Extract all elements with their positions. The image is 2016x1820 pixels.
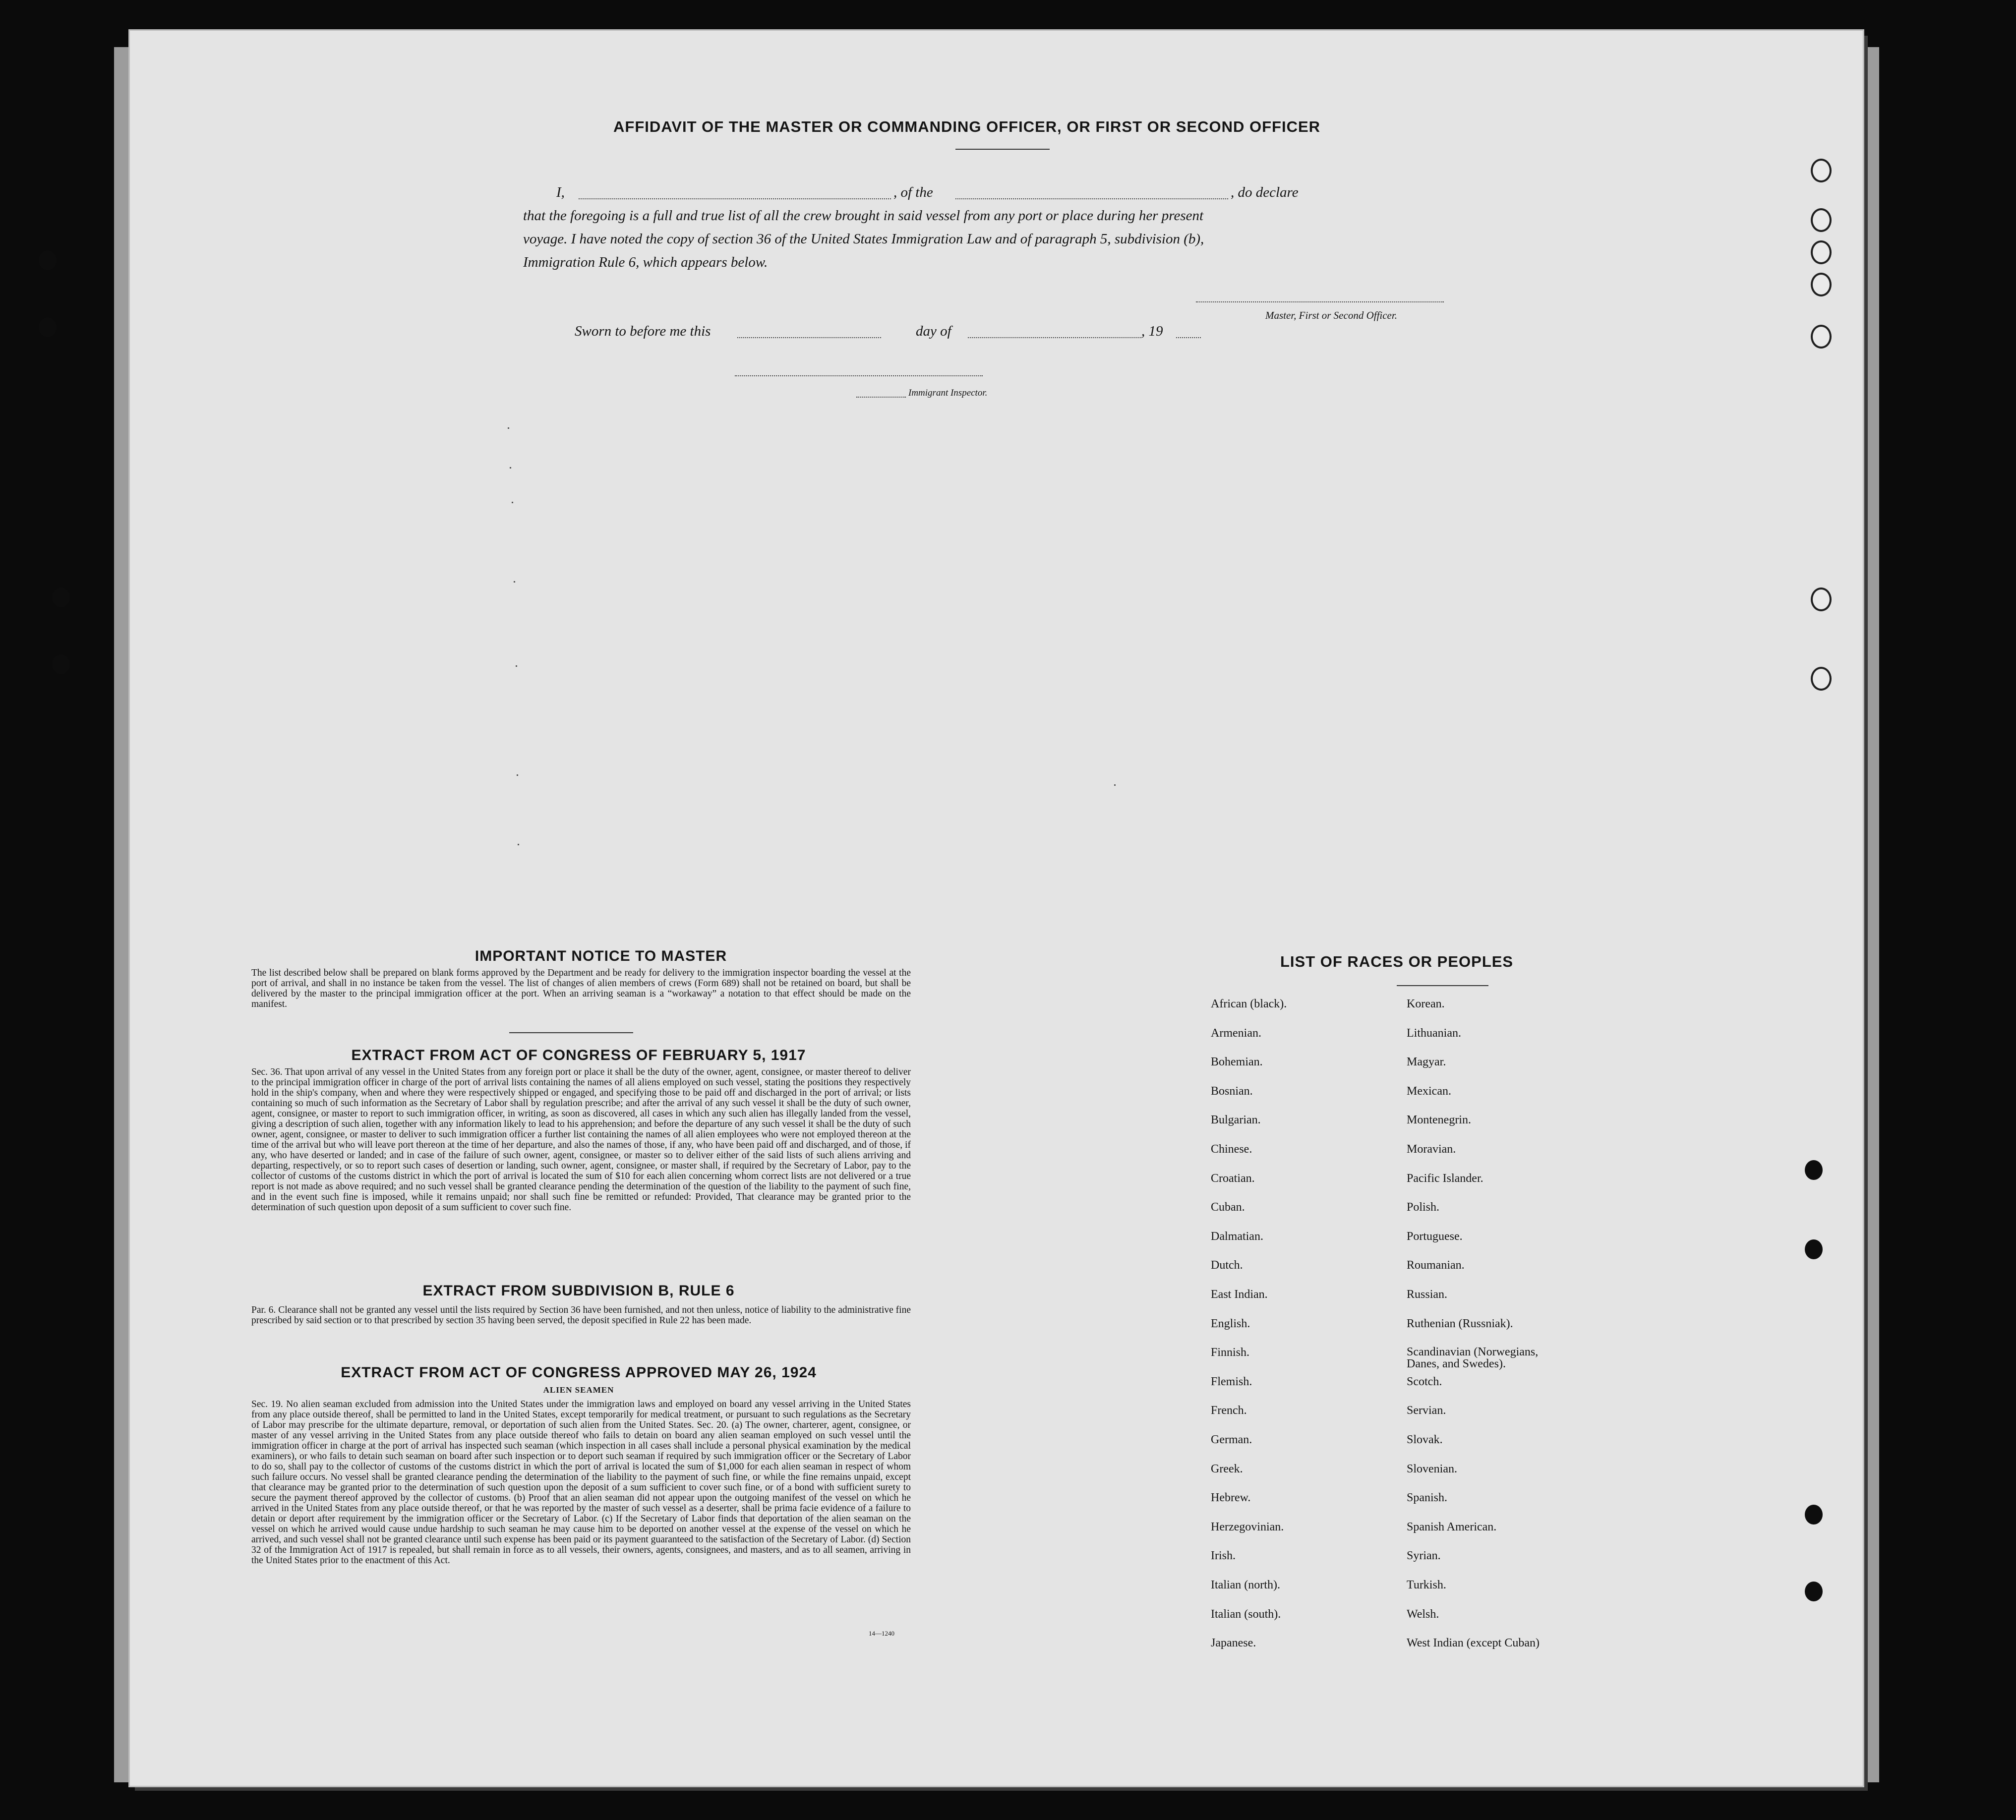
- race-item: Pacific Islander.: [1407, 1172, 1483, 1185]
- title-rule: [955, 149, 1050, 150]
- vessel-blank[interactable]: [955, 198, 1228, 199]
- binder-ring: [1811, 240, 1832, 264]
- inspector-label: Immigrant Inspector.: [908, 388, 988, 398]
- race-item: Russian.: [1407, 1288, 1448, 1301]
- form-number: 14—1240: [869, 1630, 894, 1637]
- binder-hole: [39, 250, 57, 270]
- race-item: East Indian.: [1211, 1288, 1268, 1301]
- race-item: Greek.: [1211, 1462, 1243, 1475]
- binder-ring: [1811, 159, 1832, 182]
- margin-dot: [508, 427, 509, 429]
- form-page: [130, 31, 1863, 1786]
- race-item: English.: [1211, 1317, 1250, 1330]
- race-item: Korean.: [1407, 998, 1445, 1010]
- race-item: Hebrew.: [1211, 1491, 1251, 1505]
- binder-hole: [1805, 1239, 1823, 1259]
- race-item: Servian.: [1407, 1404, 1446, 1417]
- race-item: Syrian.: [1407, 1549, 1441, 1563]
- margin-dot: [512, 502, 513, 503]
- race-item: Scotch.: [1407, 1375, 1442, 1388]
- race-item: Irish.: [1211, 1549, 1236, 1563]
- race-item: Spanish American.: [1407, 1520, 1497, 1533]
- race-item: Polish.: [1407, 1201, 1440, 1214]
- race-item: Montenegrin.: [1407, 1114, 1471, 1127]
- extract-rule6-text: Par. 6. Clearance shall not be granted any vessel until the lists required by Section 36 have been furnished, and not then unless, notice of liability to the administrative fine prescribed by said section or to that prescribed by section 35 having been served, the deposit specified in Rule 22 has been made.: [251, 1305, 911, 1326]
- race-item: Croatian.: [1211, 1172, 1255, 1185]
- race-item: Magyar.: [1407, 1056, 1446, 1069]
- race-item: Dalmatian.: [1211, 1230, 1263, 1243]
- race-item: Bulgarian.: [1211, 1114, 1261, 1127]
- binder-ring: [1811, 208, 1832, 232]
- race-item: Welsh.: [1407, 1607, 1439, 1621]
- races-rule: [1397, 985, 1488, 986]
- race-item: Bosnian.: [1211, 1084, 1253, 1098]
- inspector-signature-blank-2[interactable]: [856, 397, 906, 398]
- binder-hole: [1805, 1160, 1823, 1180]
- extract-1924-subtitle: ALIEN SEAMEN: [543, 1385, 614, 1395]
- race-item: Armenian.: [1211, 1026, 1261, 1040]
- margin-dot: [510, 467, 511, 469]
- race-item: Bohemian.: [1211, 1056, 1263, 1069]
- race-item: Lithuanian.: [1407, 1026, 1461, 1040]
- race-item: French.: [1211, 1404, 1247, 1417]
- affidavit-of-the: , of the: [893, 184, 933, 200]
- race-item: German.: [1211, 1433, 1252, 1446]
- race-item: Italian (north).: [1211, 1579, 1280, 1591]
- master-label: Master, First or Second Officer.: [1265, 309, 1397, 321]
- race-item: Spanish.: [1407, 1491, 1448, 1505]
- race-item: African (black).: [1211, 998, 1287, 1010]
- race-item: Dutch.: [1211, 1259, 1243, 1272]
- margin-dot: [514, 581, 515, 583]
- race-item: Roumanian.: [1407, 1259, 1465, 1272]
- margin-dot: [518, 844, 519, 845]
- race-item: Japanese.: [1211, 1637, 1256, 1650]
- race-item: Slovenian.: [1407, 1462, 1457, 1475]
- extract-1917-text: Sec. 36. That upon arrival of any vessel in the United States from any foreign port or place it shall be the duty of the owner, agent, consignee, or master thereof to deliver to the principal immigration officer in charge of the port of arrival lists containing the names of all aliens employed on such vessel, stating the positions they respectively hold in the ship's company, when and where they were respectively shipped or engaged, and specifying those to be paid off and discharged in the port of arrival; or lists containing so much of such information as the Secretary of Labor shall by regulation prescribe; and after the arrival of any such vessel it shall be the duty of such owner, agent, consignee, or master to report to such immigration officer, in writing, as soon as discovered, all cases in which any such alien has illegally landed from the vessel, giving a description of such alien, together with any information likely to lead to his apprehension; and before the departure of any such vessel it shall be the duty of such owner, agent, consignee, or master to deliver to such immigration officer a further list containing the names of all alien employees who were not employed thereon at the time of the arrival but who will leave port thereon at the time of her departure, and also the names of those, if any, who have been paid off and discharged, and of those, if any, who have deserted or landed; and in case of the failure of such owner, agent, consignee, or master so to deliver either of the said lists of such aliens arriving and departing, respectively, or so to report such cases of desertion or landing, such owner, agent, consignee, or master shall, if required by the Secretary of Labor, pay to the collector of customs of the customs district in which the port of arrival is located the sum of $10 for each alien concerning whom correct lists are not delivered or a true report is not made as above required; and no such vessel shall be granted clearance pending the determination of the question of the liability to the payment of such fine, and in the event such fine is imposed, while it remains unpaid; nor shall such fine be remitted or refunded: Provided, That clearance may be granted prior to the determination of such question upon deposit of a sum sufficient to cover such fine.: [251, 1067, 911, 1213]
- binder-hole: [1805, 1505, 1823, 1525]
- race-item: West Indian (except Cuban): [1407, 1637, 1540, 1650]
- binder-ring: [1811, 667, 1832, 691]
- race-item: Turkish.: [1407, 1579, 1446, 1591]
- race-item: Chinese.: [1211, 1143, 1252, 1156]
- race-item: Slovak.: [1407, 1433, 1443, 1446]
- binder-ring: [1811, 587, 1832, 611]
- margin-dot: [516, 665, 517, 667]
- notice-title: IMPORTANT NOTICE TO MASTER: [474, 948, 727, 964]
- affidavit-line4: Immigration Rule 6, which appears below.: [523, 254, 768, 270]
- affidavit-line2: that the foregoing is a full and true list of all the crew brought in said vessel from any port or place during her present: [523, 208, 1204, 224]
- sworn-month-blank[interactable]: [968, 337, 1141, 338]
- race-item: Ruthenian (Russniak).: [1407, 1317, 1513, 1330]
- race-item: Moravian.: [1407, 1143, 1456, 1156]
- binder-ring: [1811, 325, 1832, 349]
- name-blank[interactable]: [579, 198, 891, 199]
- race-item: Italian (south).: [1211, 1607, 1281, 1621]
- margin-dot: [1114, 784, 1116, 786]
- extract-rule6-title: EXTRACT FROM SUBDIVISION B, RULE 6: [422, 1283, 735, 1299]
- day-of-text: day of: [916, 323, 951, 339]
- margin-dot: [517, 774, 518, 776]
- affidavit-declare: , do declare: [1231, 184, 1299, 200]
- year-text: , 19: [1141, 323, 1163, 339]
- binder-hole: [52, 654, 70, 674]
- affidavit-i: I,: [556, 184, 565, 200]
- sworn-day-blank[interactable]: [737, 337, 881, 338]
- sworn-text: Sworn to before me this: [575, 323, 711, 339]
- extract-1924-text: Sec. 19. No alien seaman excluded from admission into the United States under the immigration laws and employed on board any vessel arriving in the United States from any place outside thereof, shall be permitted to land in the United States, except temporarily for medical treatment, or pursuant to such regulations as the Secretary of Labor may prescribe for the ultimate departure, removal, or deportation of such alien from the United States. Sec. 20. (a) The owner, charterer, agent, consignee, or master of any vessel arriving in the United States from any place outside thereof who fails to detain on board any alien seaman employed on such vessel until the immigration officer in charge at the port of arrival has inspected such seaman (which inspection in all cases shall include a personal physical examination by the medical examiners), or who fails to detain such seaman on board after such inspection or to deport such seaman if required by such immigration officer or the Secretary of Labor to do so, shall pay to the collector of customs of the customs district in which the port of arrival is located the sum of $1,000 for each alien seaman in respect of whom such failure occurs. No vessel shall be granted clearance pending the determination of the liability to the payment of such fine, or while the fine remains unpaid, except that clearance may be granted prior to the determination of such question upon the deposit of a sum sufficient to cover such fine, or of a bond with sufficient surety to secure the payment thereof approved by the collector of customs. (b) Proof that an alien seaman did not appear upon the outgoing manifest of the vessel on which he arrived in the United States from any place outside thereof, or that he was reported by the master of such vessel as a deserter, shall be prima facie evidence of a failure to detain or deport after requirement by the immigration officer or the Secretary of Labor. (c) If the Secretary of Labor finds that deportation of the alien seaman on the vessel on which he arrived would cause undue hardship to such seaman he may cause him to be deported on another vessel at the expense of the vessel on which he arrived, and such vessel shall not be granted clearance until such expense has been paid or its payment guaranteed to the satisfaction of the Secretary of Labor. (d) Section 32 of the Immigration Act of 1917 is repealed, but shall remain in force as to all vessels, their owners, agents, consignees, and masters, and as to all seamen, arriving in the United States prior to the enactment of this Act.: [251, 1399, 911, 1566]
- extract-1924-title: EXTRACT FROM ACT OF CONGRESS APPROVED MAY 26, 1924: [341, 1364, 817, 1381]
- binder-ring: [1811, 273, 1832, 296]
- race-item: Mexican.: [1407, 1084, 1451, 1098]
- race-item: Flemish.: [1211, 1375, 1252, 1388]
- binder-hole: [39, 317, 57, 337]
- binder-hole: [1805, 1582, 1823, 1601]
- race-item: Cuban.: [1211, 1201, 1245, 1214]
- affidavit-title: AFFIDAVIT OF THE MASTER OR COMMANDING OFFICER, OR FIRST OR SECOND OFFICER: [613, 118, 1321, 135]
- extract-1917-title: EXTRACT FROM ACT OF CONGRESS OF FEBRUARY 5, 1917: [351, 1047, 806, 1063]
- race-item: Finnish.: [1211, 1346, 1250, 1359]
- inspector-signature-blank[interactable]: [735, 375, 983, 376]
- races-title: LIST OF RACES OR PEOPLES: [1280, 953, 1514, 970]
- notice-text: The list described below shall be prepared on blank forms approved by the Department and be ready for delivery to the immigration inspector boarding the vessel at the port of arrival, and shall in no instance be taken from the vessel. The list of changes of alien members of crews (Form 689) shall not be retained on board, but shall be delivered by the master to the principal immigration officer at the port. When an arriving seaman is a “workaway” a notation to that effect should be made on the manifest.: [251, 968, 911, 1009]
- race-item: Portuguese.: [1407, 1230, 1463, 1243]
- notice-rule: [509, 1032, 633, 1033]
- master-signature-blank[interactable]: [1196, 301, 1444, 302]
- binder-hole: [52, 587, 70, 607]
- race-item: Scandinavian (Norwegians, Danes, and Swedes).: [1407, 1346, 1539, 1371]
- affidavit-line3: voyage. I have noted the copy of section 36 of the United States Immigration Law and of paragraph 5, subdivision (b),: [523, 231, 1204, 247]
- year-blank[interactable]: [1176, 337, 1201, 338]
- race-item: Herzegovinian.: [1211, 1520, 1284, 1533]
